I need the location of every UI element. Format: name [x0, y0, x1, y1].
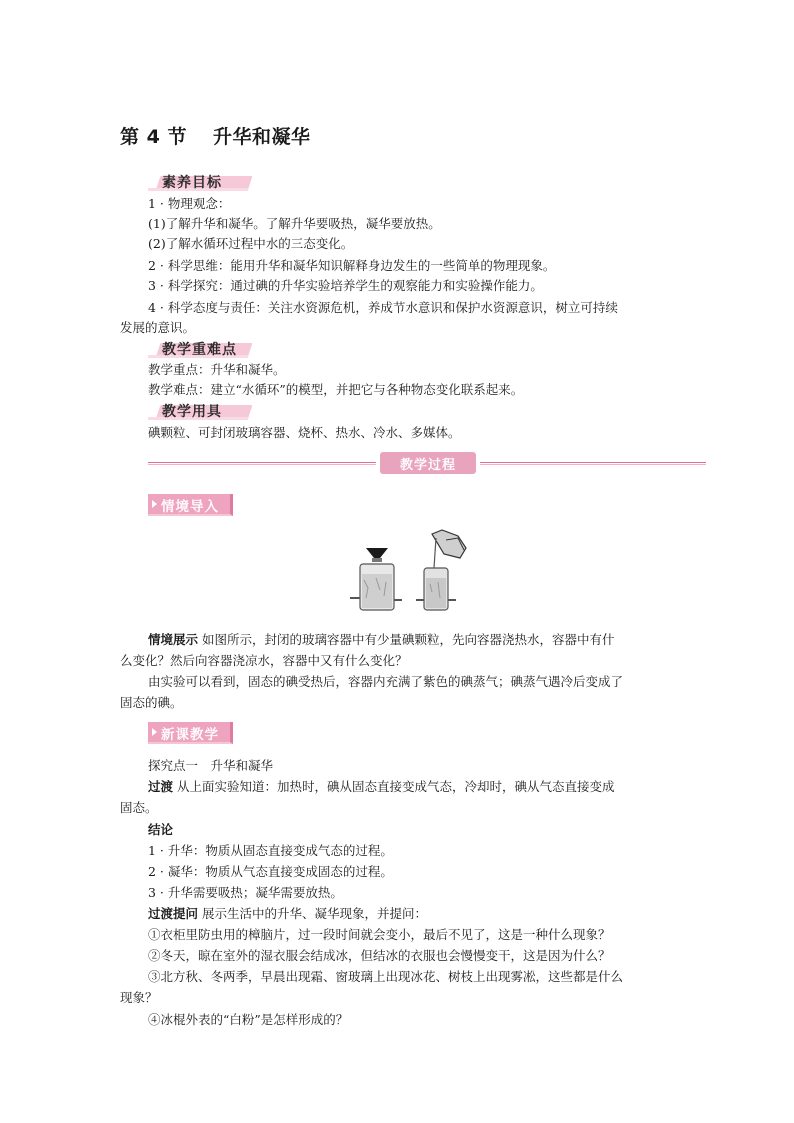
- question-line: ①衣柜里防虫用的樟脑片，过一段时间就会变小，最后不见了，这是一种什么现象？: [148, 927, 611, 942]
- scene-line: 么变化？然后向容器浇凉水，容器中又有什么变化？: [120, 653, 408, 668]
- tools-line: 碘颗粒、可封闭玻璃容器、烧杯、热水、冷水、多媒体。: [148, 425, 461, 440]
- objective-line: 2 · 科学思维：能用升华和凝华知识解释身边发生的一些简单的物理现象。: [148, 258, 556, 273]
- observation-line: 固态的碘。: [120, 695, 183, 710]
- objective-line: (2)了解水循环过程中水的三态变化。: [148, 236, 354, 251]
- objectives-heading: 素养目标: [148, 172, 222, 192]
- conclusion-line: 1 · 升华：物质从固态直接变成气态的过程。: [148, 843, 393, 858]
- keypoint-line: 教学难点：建立“水循环”的模型，并把它与各种物态变化联系起来。: [148, 382, 524, 397]
- transition-line: 固态。: [120, 800, 158, 815]
- conclusion-label: 结论: [148, 822, 174, 837]
- objective-line: 发展的意识。: [120, 320, 196, 335]
- conclusion-line: 3 · 升华需要吸热；凝华需要放热。: [148, 885, 343, 900]
- transition-line: 过渡 从上面实验知道：加热时，碘从固态直接变成气态，冷却时，碘从气态直接变成: [148, 779, 615, 794]
- question-line: ④冰棍外表的“白粉”是怎样形成的？: [148, 1012, 349, 1027]
- tools-heading: 教学用具: [148, 401, 222, 421]
- objective-line: 1 · 物理观念：: [148, 196, 231, 211]
- inquiry-point: 探究点一 升华和凝华: [148, 758, 274, 773]
- conclusion-line: 2 · 凝华：物质从气态直接变成固态的过程。: [148, 864, 393, 879]
- observation-line: 由实验可以看到，固态的碘受热后，容器内充满了紫色的碘蒸气；碘蒸气遇冷后变成了: [148, 674, 624, 689]
- objective-line: 4 · 科学态度与责任：关注水资源危机，养成节水意识和保护水资源意识，树立可持续: [148, 300, 618, 315]
- scene-line: 情境展示 如图所示，封闭的玻璃容器中有少量碘颗粒，先向容器浇热水，容器中有什: [148, 632, 615, 647]
- keypoint-line: 教学重点：升华和凝华。: [148, 362, 286, 377]
- keypoints-heading: 教学重难点: [148, 339, 237, 359]
- section-name: 升华和凝华: [212, 126, 311, 148]
- question-line: ②冬天，晾在室外的湿衣服会结成冰，但结冰的衣服也会慢慢变干，这是因为什么？: [148, 948, 611, 963]
- question-line: ③北方秋、冬两季，早晨出现霜、窗玻璃上出现冰花、树枝上出现雾凇，这些都是什么: [148, 969, 624, 984]
- page-title: [120, 122, 310, 149]
- question-intro: 过渡提问 展示生活中的升华、凝华现象，并提问：: [148, 906, 428, 921]
- teaching-process-banner: [148, 456, 708, 473]
- objective-line: 3 · 科学探究：通过碘的升华实验培养学生的观察能力和实验操作能力。: [148, 278, 543, 293]
- objective-line: (1)了解升华和凝华。了解升华要吸热，凝华要放热。: [148, 216, 441, 231]
- iodine-experiment-figure: [346, 528, 472, 614]
- banner-label: 教学过程: [380, 452, 476, 474]
- question-line: 现象？: [120, 990, 158, 1005]
- section-number: 第 4 节: [120, 126, 187, 148]
